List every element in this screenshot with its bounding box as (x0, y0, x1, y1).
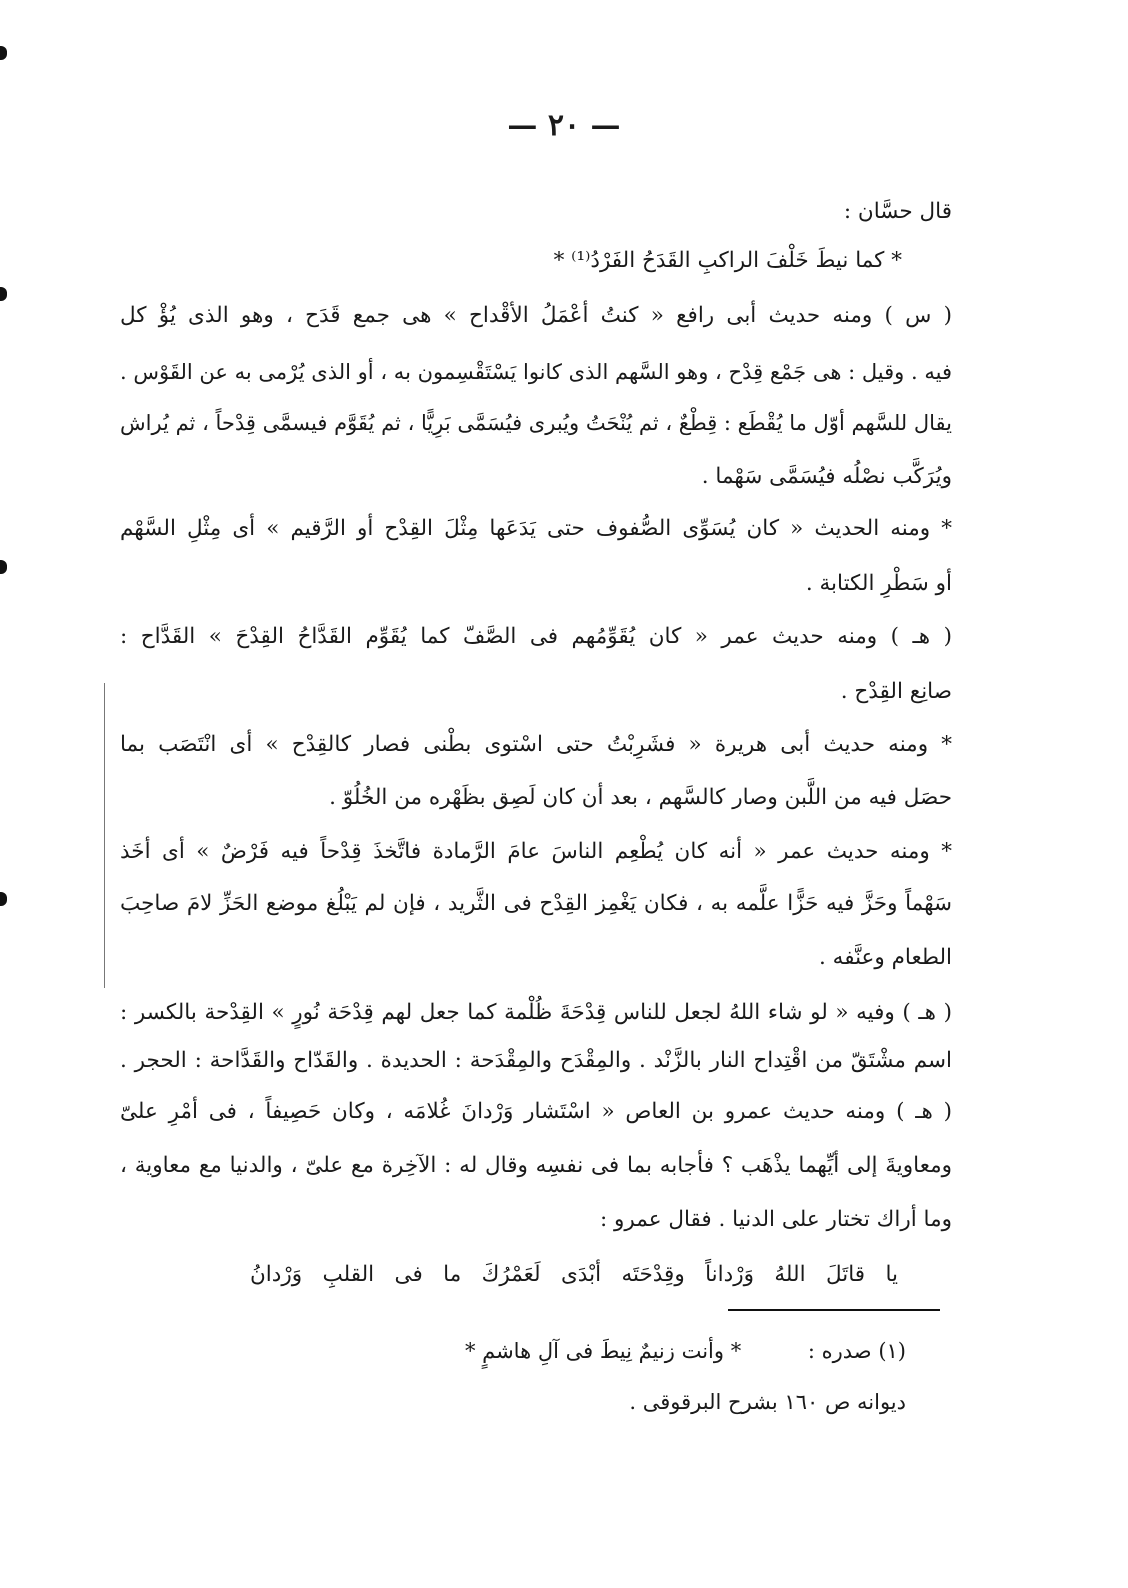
binding-mark (0, 560, 7, 574)
footnote-rule (728, 1309, 940, 1311)
text-line: ويُرَكَّب نصْلُه فيُسَمَّى سَهْما . (701, 464, 952, 489)
binding-mark (0, 46, 7, 60)
binding-mark (0, 892, 7, 906)
text-line: ( هـ ) وفيه « لو شاء اللهُ لجعل للناس قِدْحَةَ ظُلْمة كما جعل لهم قِدْحَة نُورٍ » القِدْحة بالكسر : (120, 1000, 952, 1025)
text-line: ( هـ ) ومنه حديث عمرو بن العاص « اسْتَشار وَرْدانَ غُلامَه ، وكان حَصِيفاً ، فى أمْرِ علىّ (120, 1099, 952, 1124)
text-line: ( هـ ) ومنه حديث عمر « كان يُقَوِّمُهم فى الصَّفّ كما يُقَوِّم القَدَّاحُ القِدْحَ » القَدَّاح : (120, 624, 952, 649)
text-line: أو سَطْرِ الكتابة . (805, 571, 952, 596)
text-line: قال حسَّان : (843, 199, 952, 224)
text-line: * ومنه حديث عمر « أنه كان يُطْعِم الناسَ عامَ الرَّمادة فاتَّخذَ قِدْحاً فيه فَرْضٌ » أى أخَذ (120, 839, 952, 864)
poem-line: يا قاتَلَ اللهُ وَرْداناً وقِدْحَتَه أبْدَى لَعَمْرُكَ ما فى القلبِ وَرْدانُ (250, 1262, 898, 1287)
text-line: فيه . وقيل : هى جَمْع قِدْح ، وهو السَّهم الذى كانوا يَسْتَقْسِمون به ، أو الذى يُرْمى به عن القَوْس . (120, 360, 952, 384)
text-line: ( س ) ومنه حديث أبى رافع « كنتُ أعْمَلُ الأقْداح » هى جمع قَدَح ، وهو الذى يُؤْ كل (120, 303, 952, 328)
text-line: حصَل فيه من اللَّبن وصار كالسَّهم ، بعد أن كان لَصِق بظَهْره من الخُلُوّ . (329, 785, 952, 810)
text-line: سَهْماً وحَزَّ فيه حَزًّا علَّمه به ، فكان يَغْمِز القِدْح فى الثَّريد ، فإن لم يَبْلُغ موضع الحَزِّ لامَ صاحِبَ (120, 891, 952, 916)
verse-line: * كما نيطَ خَلْفَ الراكبِ القَدَحُ الفَرْدُ⁽¹⁾ * (553, 248, 902, 273)
page-number: — ٢٠ — (507, 108, 621, 143)
text-line: يقال للسَّهم أوّل ما يُقْطَع : قِطْعٌ ، ثم يُنْحَتُ ويُبرى فيُسَمَّى بَرِيًّا ، ثم يُقَوَّم فيسمَّى قِدْحاً ، ثم يُراش (120, 411, 952, 435)
footnote-label: (١) صدره : (807, 1339, 906, 1363)
text-line: * ومنه حديث أبى هريرة « فشَرِبْتُ حتى اسْتوى بطْنى فصار كالقِدْح » أى انْتَصَب بما (120, 732, 952, 757)
footnote-1 (465, 1336, 906, 1366)
text-line: ومعاويةَ إلى أيِّهما يذْهَب ؟ فأجابه بما فى نفسِه وقال له : الآخِرة مع علىّ ، والدنيا مع معاوية ، (120, 1153, 952, 1178)
footnote-source: ديوانه ص ١٦٠ بشرح البرقوقى . (629, 1390, 906, 1414)
binding-mark (0, 287, 7, 301)
text-line: الطعام وعنَّفه . (819, 945, 952, 970)
text-line: * ومنه الحديث « كان يُسَوِّى الصُّفوف حتى يَدَعَها مِثْلَ القِدْح أو الرَّقيم » أى مِثْلِ السَّهْم (120, 516, 952, 541)
footnote-verse: * وأنت زنيمٌ نِيطَ فى آلِ هاشمٍ * (464, 1339, 742, 1363)
text-line: صانِع القِدْح . (840, 679, 952, 704)
margin-rule (104, 683, 105, 988)
text-line: اسم مشْتَقّ من اقْتِداح النار بالزَّنْد . والمِقْدَح والمِقْدَحة : الحديدة . والقَدّاح والقَدَّاحة : الحجر . (120, 1048, 952, 1073)
text-line: وما أراك تختار على الدنيا . فقال عمرو : (599, 1207, 952, 1232)
